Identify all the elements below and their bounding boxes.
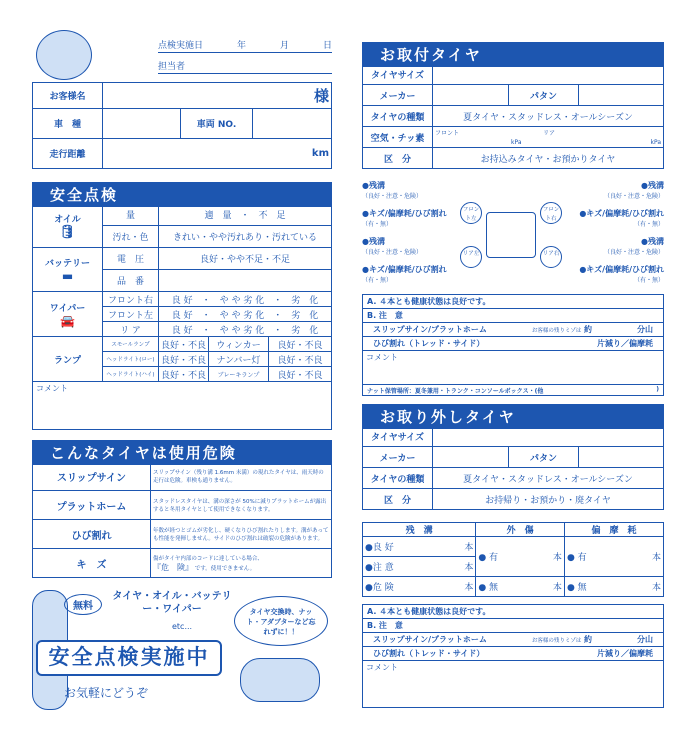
mechanics-illustration — [36, 30, 92, 80]
tire-size-field[interactable] — [433, 426, 664, 447]
tire-type-label: タイヤの種類 — [363, 106, 433, 127]
kpa-label: kPa — [511, 139, 522, 146]
slip-label: スリップサイン/プラットホーム — [373, 325, 487, 334]
hon-label: 本 — [454, 557, 476, 577]
customer-name-label: お客様名 — [33, 83, 103, 109]
approx-label: 約 — [583, 635, 592, 644]
nut-close: ) — [656, 386, 659, 393]
nut-storage[interactable]: ナット保管場所：夏冬兼用・トランク・コンソールボックス・(他 — [367, 388, 544, 395]
oil-amount-label: 量 — [103, 204, 159, 226]
oil-can-icon: 🛢 — [59, 224, 76, 240]
hon-label: 本 — [542, 537, 564, 577]
option-a[interactable]: A. ４本とも健康状態は良好です。 — [363, 605, 663, 619]
front-right-tire: フロント右 — [540, 202, 562, 224]
wear-no[interactable]: ● 無 — [564, 577, 641, 597]
hon-label: 本 — [454, 577, 476, 597]
hon-label: 本 — [454, 537, 476, 557]
remain-label: お客様の残りミゾは — [531, 328, 582, 334]
scratch-label: ●キズ/偏摩耗/ひび割れ — [362, 209, 447, 218]
oil-dirt-options[interactable]: きれい・やや汚れあり・汚れている — [159, 226, 332, 248]
km-label: km — [103, 139, 332, 169]
plate-field[interactable] — [253, 109, 332, 139]
danger-label: プラットホーム — [33, 491, 151, 520]
tire-size-label: タイヤサイズ — [363, 426, 433, 447]
pressure-label: 空気・チッ素 — [363, 127, 433, 148]
option-b[interactable]: B. 注 意 — [363, 619, 663, 633]
damage-header: 外 傷 — [476, 523, 565, 537]
safety-table — [32, 203, 332, 430]
option-b[interactable]: B. 注 意 — [363, 309, 663, 323]
groove-header: 残 溝 — [363, 523, 476, 537]
danger-text: スタッドレスタイヤは、溝の深さが 50%に減りプラットホームが露出すると冬用タイヤとして使用できなくなります。 — [151, 491, 332, 520]
option-a[interactable]: A. ４本とも健康状態は良好です。 — [363, 295, 663, 309]
pattern-label: パタン — [509, 447, 579, 468]
promo-banner: 安全点検実施中 — [36, 640, 222, 676]
oil-label: オイル — [54, 214, 81, 225]
scratch-label: ●キズ/偏摩耗/ひび割れ — [579, 209, 664, 218]
hon-label: 本 — [542, 577, 564, 597]
lamp-options[interactable]: 良好・不良 — [159, 337, 209, 352]
promo-items: タイヤ・オイル・バッテリー・ワイパー — [112, 591, 232, 615]
rear-label: リア — [543, 130, 556, 137]
uneven-label: 片減り／偏摩耗 — [597, 339, 653, 348]
promo-etc: etc... — [172, 622, 193, 631]
wear-header: 偏 摩 耗 — [564, 523, 663, 537]
groove-caution[interactable]: ●注 意 — [363, 557, 454, 577]
lamp-name: ヘッドライト(ロー) — [103, 352, 159, 367]
inspection-header — [158, 38, 332, 74]
rear-right-tire: リア右 — [540, 246, 562, 268]
wiper-label: ワイパー — [49, 303, 86, 314]
maker-label: メーカー — [363, 85, 433, 106]
groove-danger[interactable]: ●危 険 — [363, 577, 454, 597]
lamp-options[interactable]: 良好・不良 — [269, 352, 332, 367]
pressure-field[interactable] — [433, 127, 664, 148]
lamp-name: ブレーキランプ — [209, 367, 269, 382]
maker-field[interactable] — [433, 85, 509, 106]
lamp-options[interactable]: 良好・不良 — [159, 352, 209, 367]
sama-label: 様 — [103, 83, 332, 109]
groove-label: ●残溝 — [362, 237, 385, 246]
wear-yes[interactable]: ● 有 — [564, 537, 641, 577]
danger-label: キ ズ — [33, 549, 151, 578]
hon-label: 本 — [642, 537, 664, 577]
lamp-options[interactable]: 良好・不良 — [269, 367, 332, 382]
damage-yes[interactable]: ● 有 — [476, 537, 543, 577]
reminder-bubble: タイヤ交換時、ナット・アダプターなど忘れずに！！ — [234, 596, 328, 646]
lamp-options[interactable]: 良好・不良 — [159, 367, 209, 382]
lamp-name: ウィンカー — [209, 337, 269, 352]
car-model-label: 車 種 — [33, 109, 103, 139]
danger-label: スリップサイン — [33, 462, 151, 491]
danger-text: 傷がタイヤ内部のコードに達している場合、 — [153, 555, 263, 562]
lamp-label: ランプ — [33, 337, 103, 382]
front-left-tire: フロント左 — [460, 202, 482, 224]
removal-header: お取り外しタイヤ — [362, 404, 664, 429]
kpa-label: kPa — [650, 139, 661, 146]
car-model-field[interactable] — [103, 109, 181, 139]
wiper-pos-label: リ ア — [103, 322, 159, 337]
axle-icon — [486, 212, 536, 258]
wiper-options[interactable]: 良 好 ・ や や 劣 化 ・ 劣 化 — [159, 307, 332, 322]
maker-field[interactable] — [433, 447, 509, 468]
safety-comment[interactable]: コメント — [33, 382, 332, 430]
install-tire-table — [362, 63, 664, 169]
danger-text: スリップサイン（残り溝 1.6mm 未満）の現れたタイヤは、雨天時の走行は危険。車検も通りません。 — [151, 462, 332, 491]
pattern-field[interactable] — [579, 85, 664, 106]
maker-label: メーカー — [363, 447, 433, 468]
lamp-name: ヘッドライト(ハイ) — [103, 367, 159, 382]
tire-type-label: タイヤの種類 — [363, 468, 433, 489]
front-label: フロント — [435, 130, 460, 137]
scratch-options[interactable]: （有・無） — [633, 277, 664, 284]
removal-comment[interactable]: コメント — [366, 663, 398, 672]
approx-label: 約 — [583, 325, 592, 334]
slip-label: スリップサイン/プラットホーム — [373, 635, 487, 644]
bun-label: 分山 — [636, 325, 653, 334]
voltage-options[interactable]: 良好・やや不足・不足 — [159, 248, 332, 270]
pattern-field[interactable] — [579, 447, 664, 468]
pattern-label: パタン — [509, 85, 579, 106]
division-options[interactable]: お持込みタイヤ・お預かりタイヤ — [433, 148, 664, 169]
groove-options[interactable]: （良好・注意・危険） — [362, 193, 423, 200]
groove-label: ●残溝 — [362, 181, 385, 190]
tire-size-field[interactable] — [433, 64, 664, 85]
scratch-label: ●キズ/偏摩耗/ひび割れ — [579, 265, 664, 274]
safety-header: 安全点検 — [32, 182, 332, 207]
oil-dirt-label: 汚れ・色 — [103, 226, 159, 248]
remain-label: お客様の残りミゾは — [531, 638, 582, 644]
year-label: 年 — [236, 41, 246, 51]
danger-emphasis: 『危 険』 — [153, 562, 193, 572]
tire-diagram — [362, 180, 664, 290]
customer-table — [32, 82, 332, 169]
wiper-pos-label: フロント右 — [103, 292, 159, 307]
install-comment[interactable]: コメント — [363, 351, 663, 385]
groove-options[interactable]: （良好・注意・危険） — [603, 249, 664, 256]
lamp-name: スモールランプ — [103, 337, 159, 352]
uneven-label: 片減り／偏摩耗 — [597, 649, 653, 658]
division-label: 区 分 — [363, 148, 433, 169]
lamp-name: ナンバー灯 — [209, 352, 269, 367]
tire-type-options[interactable]: 夏タイヤ・スタッドレス・オールシーズン — [433, 468, 664, 489]
removal-condition-table — [362, 522, 664, 597]
free-badge: 無料 — [64, 594, 102, 615]
rear-left-tire: リア左 — [460, 246, 482, 268]
wiper-options[interactable]: 良 好 ・ や や 劣 化 ・ 劣 化 — [159, 322, 332, 337]
groove-options[interactable]: （良好・注意・危険） — [362, 249, 423, 256]
car-icon: 🚘 — [60, 313, 75, 328]
scratch-options[interactable]: （有・無） — [362, 277, 393, 284]
battery-model-label: 品 番 — [103, 270, 159, 292]
tire-type-options[interactable]: 夏タイヤ・スタッドレス・オールシーズン — [433, 106, 664, 127]
oil-amount-options[interactable]: 適 量 ・ 不 足 — [159, 204, 332, 226]
danger-text: 年数が経つとゴムが劣化し、硬くなりひび割れたりします。溝があっても性能を発揮しません。サイドのひび割れは破裂の危険があります。 — [151, 520, 332, 549]
distance-label: 走行距離 — [33, 139, 103, 169]
bun-label: 分山 — [636, 635, 653, 644]
install-header: お取付タイヤ — [362, 42, 664, 67]
removal-condition-box — [362, 604, 664, 708]
scratch-label: ●キズ/偏摩耗/ひび割れ — [362, 265, 447, 274]
danger-table — [32, 461, 332, 578]
damage-no[interactable]: ● 無 — [476, 577, 543, 597]
voltage-label: 電 圧 — [103, 248, 159, 270]
scratch-options[interactable]: （有・無） — [362, 221, 393, 228]
staff-label: 担当者 — [158, 62, 186, 72]
tire-size-label: タイヤサイズ — [363, 64, 433, 85]
day-label: 日 — [322, 41, 332, 51]
danger-text: です。使用できません。 — [194, 565, 256, 572]
danger-header: こんなタイヤは使用危険 — [32, 440, 332, 465]
install-condition-box — [362, 294, 664, 396]
scratch-options[interactable]: （有・無） — [633, 221, 664, 228]
hon-label: 本 — [642, 577, 664, 597]
car-illustration — [240, 658, 320, 702]
groove-options[interactable]: （良好・注意・危険） — [603, 193, 664, 200]
lamp-options[interactable]: 良好・不良 — [269, 337, 332, 352]
battery-model-field[interactable] — [159, 270, 332, 292]
removal-tire-table — [362, 425, 664, 510]
wiper-pos-label: フロント左 — [103, 307, 159, 322]
groove-label: ●残溝 — [641, 237, 664, 246]
promo-footer: お気軽にどうぞ — [64, 686, 149, 700]
battery-label: バッテリー — [44, 259, 90, 269]
crack-label: ひび割れ（トレッド・サイド） — [373, 339, 485, 348]
plate-label: 車両 NO. — [181, 109, 253, 139]
danger-label: ひび割れ — [33, 520, 151, 549]
month-label: 月 — [279, 41, 289, 51]
wiper-options[interactable]: 良 好 ・ や や 劣 化 ・ 劣 化 — [159, 292, 332, 307]
division-options[interactable]: お持帰り・お預かり・廃タイヤ — [433, 489, 664, 510]
battery-icon: ▬ — [61, 269, 74, 283]
date-label: 点検実施日 — [158, 41, 204, 51]
crack-label: ひび割れ（トレッド・サイド） — [373, 649, 485, 658]
groove-label: ●残溝 — [641, 181, 664, 190]
groove-good[interactable]: ●良 好 — [363, 537, 454, 557]
division-label: 区 分 — [363, 489, 433, 510]
